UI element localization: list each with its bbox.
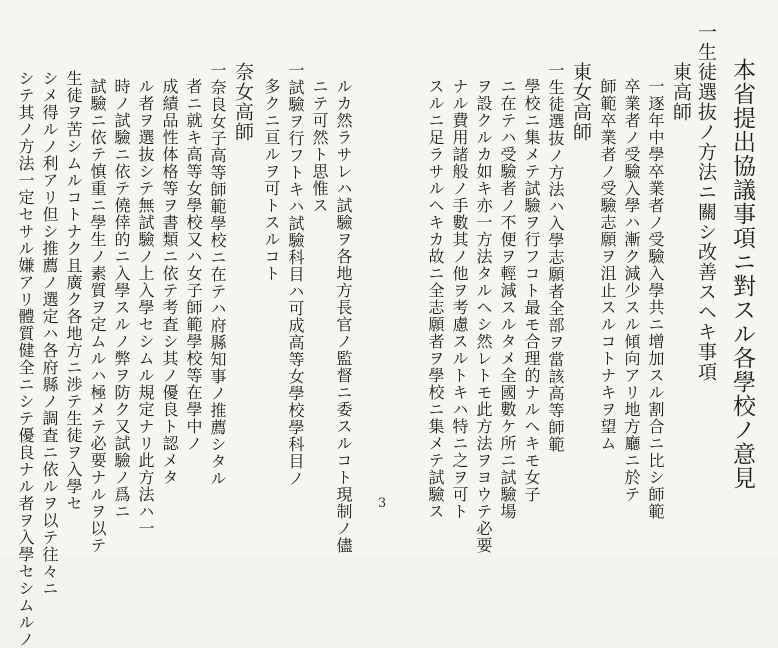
text-column: 師範卒業者ノ受驗志願ヲ沮止スルコトナキヲ望ム [598, 78, 617, 452]
text-column: ルカ然ラサレハ試驗ヲ各地方長官ノ監督ニ委スルコト現制ノ儘 [334, 78, 353, 554]
text-column: 成績品性体格等ヲ書類ニ依テ考査シ其ノ優良ト認メタ [160, 78, 179, 486]
text-column: 卒業者ノ受驗入學ハ漸ク減少スル傾向アリ地方廳ニ於テ [622, 78, 641, 503]
text-column: 時ノ試驗ニ依テ僥倖的ニ入學スルノ弊ヲ防ク又試驗ノ爲ニ [112, 78, 131, 520]
text-column: ニ在テハ受驗者ノ不便ヲ輕減スルタメ全國數ケ所ニ試驗場 [498, 78, 517, 520]
text-column: ル者ヲ選抜シテ無試驗ノ上入學セシムル規定ナリ此方法ハ一 [136, 78, 155, 537]
text-column: 多クニ亘ルヲ可トスルコト [262, 78, 281, 282]
text-column: ヲ設クルカ如キ亦一方法タルヘシ然レトモ此方法ヲヨウテ必要 [474, 78, 493, 554]
text-column: 本省提出協議事項ニ對スル各學校ノ意見 [729, 58, 755, 490]
text-column: 者ニ就キ高等女學校又ハ女子師範學校等在學中ノ [184, 78, 203, 452]
text-column: スルニ足ラサルヘキカ故ニ全志願者ヲ學校ニ集メテ試驗ス [426, 78, 445, 520]
text-column: 東女高師 [570, 62, 592, 142]
text-column: 試驗ニ依テ慎重ニ學生ノ素質ヲ定ムルハ極メテ必要ナルヲ以テ [88, 78, 107, 554]
text-column: 學校ニ集メテ試驗ヲ行フコト最モ合理的ナルヘキモ女子 [522, 78, 541, 503]
text-column: シテ其ノ方法一定セサル嫌アリ體質健全ニシテ優良ナル者ヲ入學セシムルノ [16, 70, 35, 648]
text-column: 一逐年中學卒業者ノ受驗入學共ニ增加スル割合ニ比シ師範 [646, 78, 665, 520]
text-column: 一生徒選抜ノ方法ニ關シ改善スヘキ事項 [695, 22, 717, 382]
text-column: 一奈良女子高等師範學校ニ在テハ府縣知事ノ推薦シタル [208, 62, 227, 487]
text-column: ニテ可然ト思惟ス [310, 78, 329, 214]
text-column: ナル費用諸般ノ手數其ノ他ヲ考慮スルトキハ特ニ之ヲ可ト [450, 78, 469, 520]
text-column: 東高師 [670, 62, 692, 122]
text-column: 生徒ヲ苦シムルコトナク且廣ク各地方ニ渉テ生徒ヲ入學セ [64, 70, 83, 512]
text-column: 奈女高師 [232, 62, 254, 142]
text-column: 一生徒選抜ノ方法ハ入學志願者全部ヲ當該高等師範 [546, 62, 565, 453]
text-column: 一試驗ヲ行フトキハ試驗科目ハ可成高等女學校學科目ノ [286, 62, 305, 487]
page-number: 3 [378, 496, 387, 511]
text-column: シメ得ルノ利アリ但シ推薦ノ選定ハ各府縣ノ調査ニ依ルヲ以テ往々ニ [40, 70, 59, 597]
